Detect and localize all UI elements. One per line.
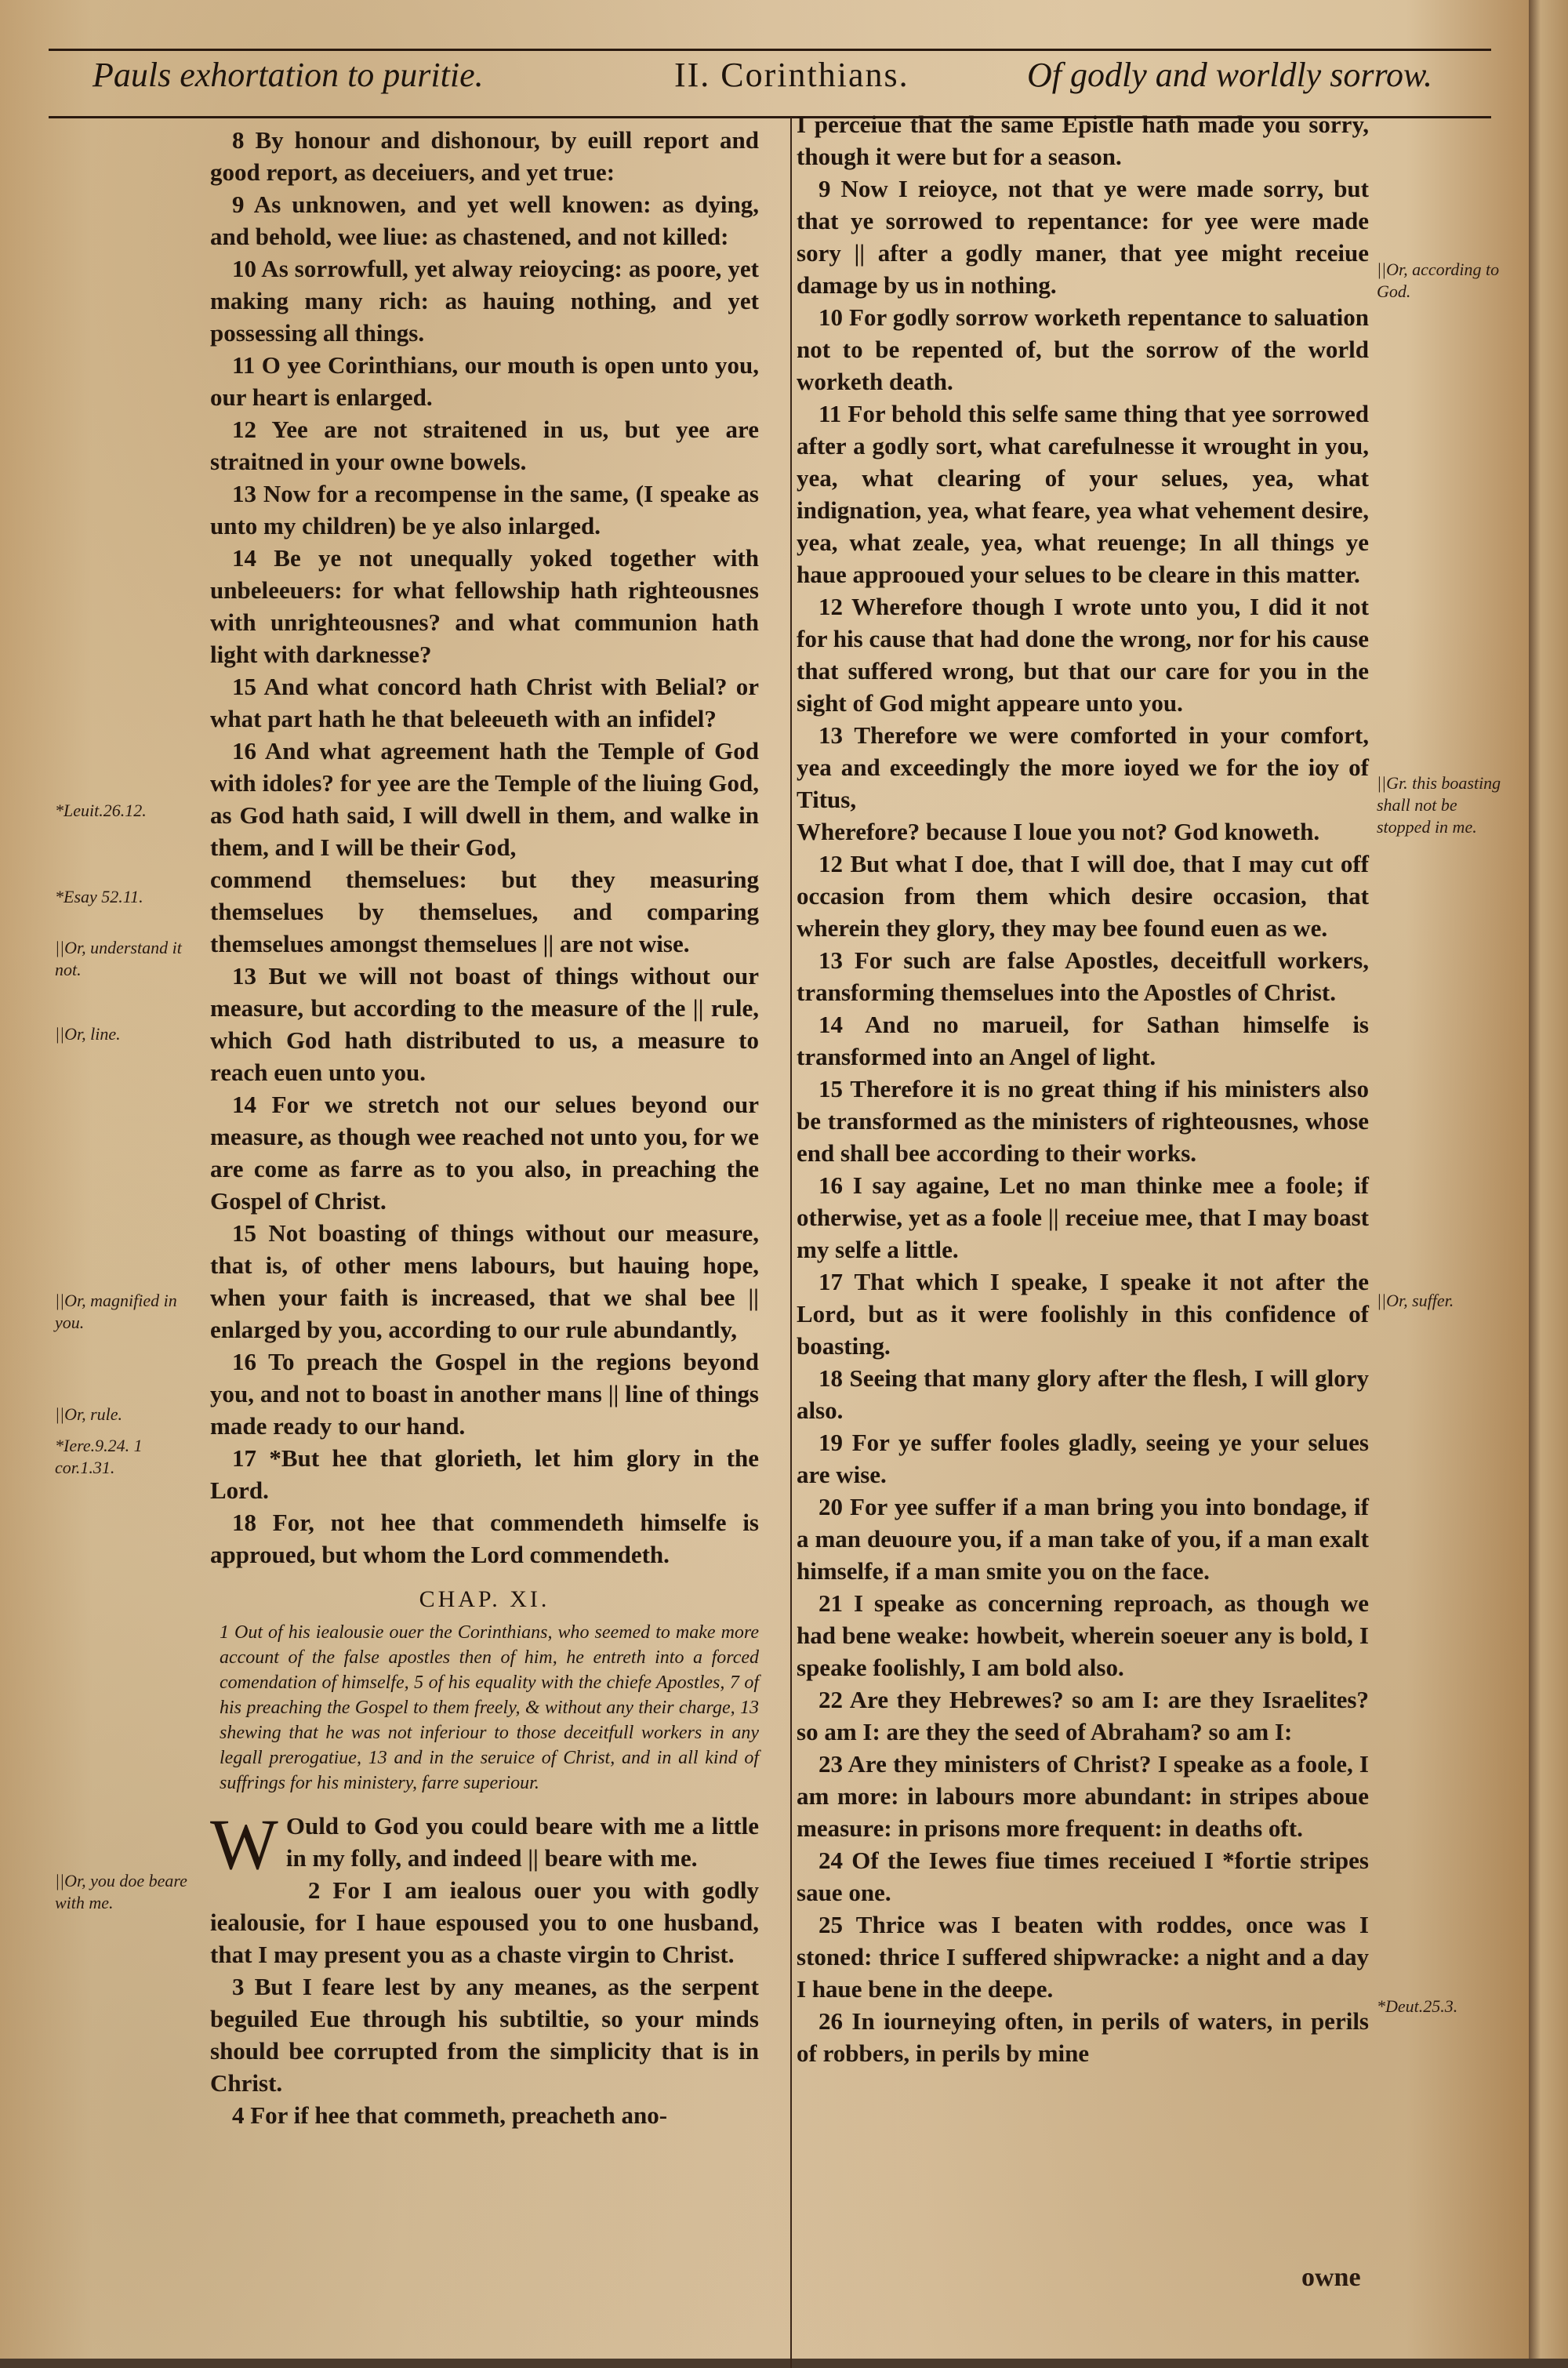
verse: 18 Seeing that many glory after the flesh, I will glory also. bbox=[797, 1364, 1369, 1424]
verse: commend themselues: but they measuring themselues by themselues, and comparing themselues amongst themselues || are not wise. bbox=[210, 866, 759, 957]
verse: 15 Not boasting of things without our measure, that is, of other mens labours, but hauing hope, when your faith is increased, that we shal bee || enlarged by you, according to our rule abundantly, bbox=[210, 1219, 759, 1343]
catchword: owne bbox=[1301, 2263, 1361, 2292]
verse: 14 Be ye not unequally yoked together with unbeleeuers: for what fellowship hath righteousnes with unrighteousnes? and what communion hath light with darknesse? bbox=[210, 544, 759, 668]
verse: 16 And what agreement hath the Temple of God with idoles? for yee are the Temple of the liuing God, as God hath said, I will dwell in them, and walke in them, and I will be their God, bbox=[210, 737, 759, 861]
margin-note-left: ||Or, line. bbox=[55, 1024, 121, 1044]
margin-note-left: ||Or, magnified in you. bbox=[55, 1291, 177, 1332]
chapter-heading: CHAP. XI. bbox=[419, 1586, 550, 1612]
verse: 25 Thrice was I beaten with roddes, once was I stoned: thrice I suffered shipwracke: a night and a day I haue bene in the deepe. bbox=[797, 1911, 1369, 2003]
verse: 17 That which I speake, I speake it not after the Lord, but as it were foolishly in this confidence of boasting. bbox=[797, 1268, 1369, 1360]
left-verses-block-2 bbox=[210, 863, 759, 1571]
margin-note-right: ||Or, suffer. bbox=[1377, 1291, 1454, 1310]
verse: 8 By honour and dishonour, by euill report and good report, as deceiuers, and yet true: bbox=[210, 126, 759, 186]
verse: Wherefore? because I loue you not? God knoweth. bbox=[797, 818, 1320, 845]
margin-note-left: *Iere.9.24. 1 cor.1.31. bbox=[55, 1436, 143, 1477]
verse: 16 To preach the Gospel in the regions beyond you, and not to boast in another mans || line of things made ready to our hand. bbox=[210, 1348, 759, 1440]
margin-note-left: ||Or, understand it not. bbox=[55, 938, 182, 979]
verse: I perceiue that the same Epistle hath made you sorry, though it were but for a season. bbox=[797, 111, 1369, 170]
running-head-left: Pauls exhortation to puritie. bbox=[93, 56, 484, 94]
verse: 13 For such are false Apostles, deceitfull workers, transforming themselues into the Apostles of Christ. bbox=[797, 946, 1369, 1006]
verse: 13 Therefore we were comforted in your comfort, yea and exceedingly the more ioyed we for the ioy of Titus, bbox=[797, 721, 1369, 813]
verse: 26 In iourneying often, in perils of waters, in perils of robbers, in perils by mine bbox=[797, 2007, 1369, 2067]
right-verses-block-2 bbox=[797, 815, 1369, 2069]
right-column bbox=[797, 108, 1369, 2069]
left-verses-block-3 bbox=[210, 1804, 759, 2131]
verse: 9 As unknowen, and yet well knowen: as dying, and behold, wee liue: as chastened, and not killed: bbox=[210, 191, 759, 250]
verse: 11 For behold this selfe same thing that yee sorrowed after a godly sort, what carefulnesse it wrought in you, yea, what clearing of your selues, yea, what indignation, yea, what feare, yea what vehement desire, yea, what zeale, yea, what reuenge; In all things ye haue approoued your selues to be cleare in this matter. bbox=[797, 400, 1369, 588]
next-page-edge bbox=[1529, 0, 1568, 2359]
margin-note-right: *Deut.25.3. bbox=[1377, 1996, 1458, 2016]
verse: 19 For ye suffer fooles gladly, seeing ye your selues are wise. bbox=[797, 1429, 1369, 1488]
verse: 12 Yee are not straitened in us, but yee are straitned in your owne bowels. bbox=[210, 416, 759, 475]
margin-note-right: ||Or, according to God. bbox=[1377, 260, 1500, 301]
verse: 17 *But hee that glorieth, let him glory in the Lord. bbox=[210, 1444, 759, 1504]
verse-text: Ould to God you could beare with me a little in my folly, and indeed || beare with me. bbox=[285, 1812, 759, 1872]
verse: 3 But I feare lest by any meanes, as the serpent beguiled Eue through his subtiltie, so your minds should bee corrupted from the simplicity that is in Christ. bbox=[210, 1973, 759, 2097]
verse: 22 Are they Hebrewes? so am I: are they Israelites? so am I: are they the seed of Abraham? so am I: bbox=[797, 1686, 1369, 1745]
running-head-book: II. Corinthians. bbox=[674, 56, 909, 94]
verse: 15 And what concord hath Christ with Belial? or what part hath he that beleeueth with an infidel? bbox=[210, 673, 759, 732]
right-verses-block-1 bbox=[797, 108, 1369, 815]
margin-note-left: *Leuit.26.12. bbox=[55, 801, 147, 820]
left-column bbox=[210, 124, 759, 2131]
margin-note-left: ||Or, you doe beare with me. bbox=[55, 1871, 187, 1912]
drop-capital: W bbox=[210, 1804, 278, 1884]
verse: 4 For if hee that commeth, preacheth ano- bbox=[232, 2101, 668, 2129]
verse: 2 For I am iealous ouer you with godly iealousie, for I haue espoused you to one husband, that I may present you as a chaste virgin to Christ. bbox=[210, 1876, 759, 1968]
verse: 9 Now I reioyce, not that ye were made sorry, but that ye sorrowed to repentance: for yee were made sory || after a godly maner, that yee might receiue damage by us in nothing. bbox=[797, 175, 1369, 299]
margin-note-left: *Esay 52.11. bbox=[55, 887, 143, 906]
verse: 13 But we will not boast of things without our measure, but according to the measure of the || rule, which God hath distributed to us, a measure to reach euen unto you. bbox=[210, 962, 759, 1086]
verse: 24 Of the Iewes fiue times receiued I *fortie stripes saue one. bbox=[797, 1847, 1369, 1906]
verse: 16 I say againe, Let no man thinke mee a foole; if otherwise, yet as a foole || receiue mee, that I may boast my selfe a little. bbox=[797, 1171, 1369, 1263]
margin-note-left: ||Or, rule. bbox=[55, 1404, 123, 1424]
margin-note-right: ||Gr. this boasting shall not be stopped in me. bbox=[1377, 773, 1501, 837]
verse: 14 For we stretch not our selues beyond our measure, as though wee reached not unto you, for we are come as farre as to you also, in preaching the Gospel of Christ. bbox=[210, 1091, 759, 1215]
verse: 11 O yee Corinthians, our mouth is open unto you, our heart is enlarged. bbox=[210, 351, 759, 411]
verse: 10 For godly sorrow worketh repentance to saluation not to be repented of, but the sorrow of the world worketh death. bbox=[797, 303, 1369, 395]
verse: 23 Are they ministers of Christ? I speake as a foole, I am more: in labours more abundant: in stripes aboue measure: in prisons more frequent: in deaths oft. bbox=[797, 1750, 1369, 1842]
chapter-summary: 1 Out of his iealousie ouer the Corinthians, who seemed to make more account of the false apostles then of him, he entreth into a forced comendation of himselfe, 5 of his equality with the chiefe Apostles, 7 of his preaching the Gospel to them freely, & without any their charge, 13 shewing that he was not inferiour to those deceitfull workers in any legall prerogatiue, 13 and in the seruice of Christ, and in all kind of suffrings for his ministery, farre superiour. bbox=[220, 1622, 759, 1793]
verse: 10 As sorrowfull, yet alway reioycing: as poore, yet making many rich: as hauing nothing, and yet possessing all things. bbox=[210, 255, 759, 347]
verse: 15 Therefore it is no great thing if his ministers also be transformed as the ministers of righteousnes, whose end shall bee according to their works. bbox=[797, 1075, 1369, 1167]
column-divider bbox=[790, 118, 792, 2368]
verse: 14 And no marueil, for Sathan himselfe is transformed into an Angel of light. bbox=[797, 1011, 1369, 1070]
left-verses-block-1 bbox=[210, 124, 759, 863]
verse: 12 But what I doe, that I will doe, that I may cut off occasion from them which desire occasion, that wherein they glory, they may bee found euen as we. bbox=[797, 850, 1369, 942]
verse: 21 I speake as concerning reproach, as though we had bene weake: howbeit, wherein soeuer any is bold, I speake foolishly, I am bold also. bbox=[797, 1589, 1369, 1681]
verse: 12 Wherefore though I wrote unto you, I did it not for his cause that had done the wrong, nor for his cause that suffered wrong, but that our care for you in the sight of God might appeare unto you. bbox=[797, 593, 1369, 717]
verse: 13 Now for a recompense in the same, (I speake as unto my children) be ye also inlarged. bbox=[210, 480, 759, 539]
verse-first bbox=[210, 1804, 759, 1884]
running-head-right: Of godly and worldly sorrow. bbox=[1027, 56, 1433, 94]
verse: 18 For, not hee that commendeth himselfe is approued, but whom the Lord commendeth. bbox=[210, 1509, 759, 1568]
verse: 20 For yee suffer if a man bring you into bondage, if a man deuoure you, if a man take of you, if a man exalt himselfe, if a man smite you on the face. bbox=[797, 1493, 1369, 1585]
header-rule-top bbox=[49, 49, 1491, 51]
